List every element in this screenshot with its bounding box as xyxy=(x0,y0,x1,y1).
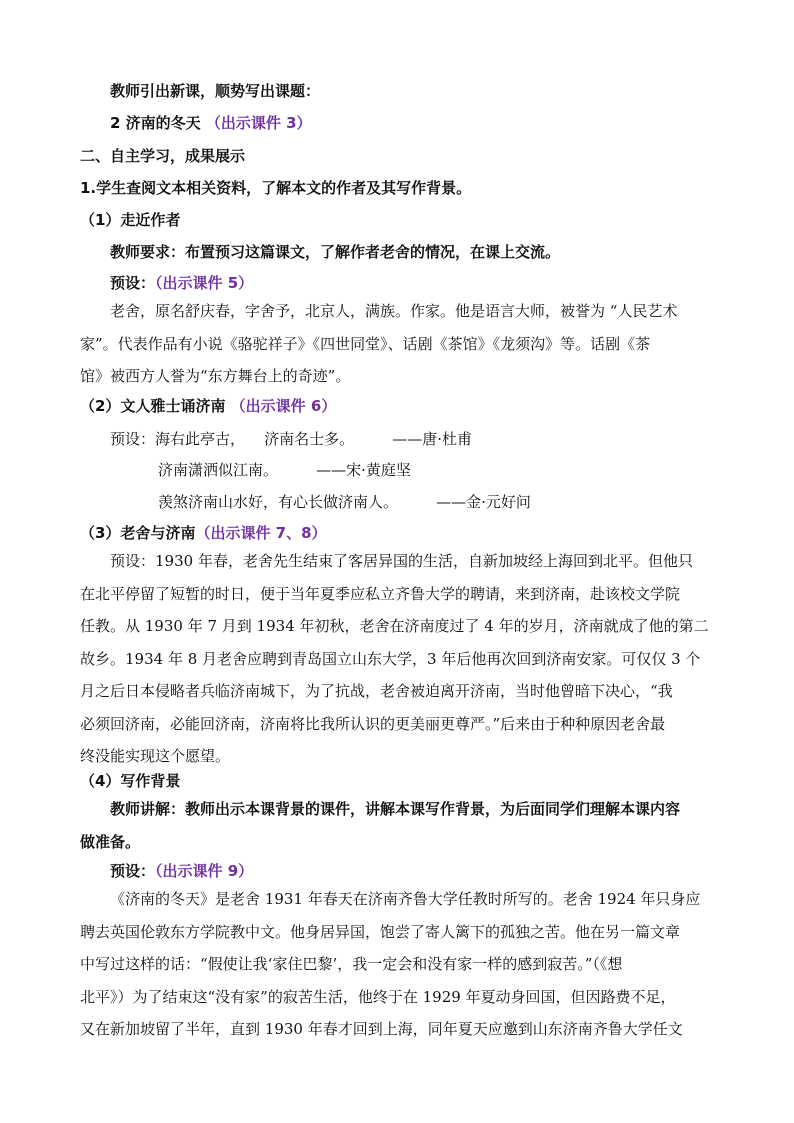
preset-label: 预设： xyxy=(110,274,156,292)
lesson-title: 2 济南的冬天 xyxy=(110,114,206,132)
author-paragraph xyxy=(80,295,716,393)
preset-line-9 xyxy=(110,860,253,881)
teacher-requirement: 教师要求：布置预习这篇课文，了解作者老舍的情况，在课上交流。 xyxy=(110,243,561,261)
paragraph-line: 中写过这样的话：“假使让我‘家住巴黎’，我一定会和没有家一样的感到寂苦。”（《想 xyxy=(80,955,623,973)
paragraph-line: 任教。从 1930 年 7 月到 1934 年初秋，老舍在济南度过了 4 年的岁月，济南就成了他的第二 xyxy=(80,617,709,635)
paragraph-line: 做准备。 xyxy=(80,832,141,851)
paragraph-line: 又在新加坡留了半年，直到 1930 年春才回到上海，同年夏天应邀到山东济南齐鲁大学任文 xyxy=(80,1020,683,1038)
paragraph-line: 终没能实现这个愿望。 xyxy=(80,747,231,765)
paragraph-line: 北平》）为了结束这“没有家”的寂苦生活，他终于在 1929 年夏动身回国，但因路费不足， xyxy=(80,987,676,1006)
slide-ref-7-8: （出示课件 7、8） xyxy=(195,524,327,542)
subheading-poems: （2）文人雅士诵济南 xyxy=(80,397,231,415)
poem-line-3: 羡煞济南山水好，有心长做济南人。 ——金·元好问 xyxy=(158,493,531,511)
teacher-explanation xyxy=(80,793,716,858)
subheading-background: （4）写作背景 xyxy=(80,772,181,790)
slide-ref-5: （出示课件 5） xyxy=(155,274,254,292)
section-heading-2: 二、自主学习，成果展示 xyxy=(80,147,246,165)
subheading-laoshe-line xyxy=(80,522,327,543)
poem-line-1: 预设：海右此亭古， 济南名士多。 ——唐·杜甫 xyxy=(110,430,472,448)
subheading-poems-line xyxy=(80,395,336,416)
paragraph-line: 教师讲解：教师出示本课背景的课件，讲解本课写作背景，为后面同学们理解本课内容 xyxy=(110,800,681,818)
lesson-title-line xyxy=(110,112,312,133)
paragraph-line: 聘去英国伦敦东方学院教中文。他身居异国，饱尝了寄人篱下的孤独之苦。他在另一篇文章 xyxy=(80,922,681,941)
paragraph-line: 必须回济南，必能回济南，济南将比我所认识的更美丽更尊严。”后来由于种种原因老舍最 xyxy=(80,714,666,733)
slide-ref-6: （出示课件 6） xyxy=(230,397,337,415)
subheading-laoshe: （3）老舍与济南 xyxy=(80,524,196,542)
paragraph-line: 在北平停留了短暂的时日，便于当年夏季应私立齐鲁大学的聘请，来到济南，赴该校文学院 xyxy=(80,584,681,603)
intro-line: 教师引出新课，顺势写出课题： xyxy=(110,82,321,100)
paragraph-line: 《济南的冬天》是老舍 1931 年春天在济南齐鲁大学任教时所写的。老舍 1924 年只身应 xyxy=(110,890,701,908)
slide-ref-3: （出示课件 3） xyxy=(205,114,312,132)
paragraph-line: 月之后日本侵略者兵临济南城下，为了抗战，老舍被迫离开济南，当时他曾暗下决心，“我 xyxy=(80,682,673,700)
paragraph-line: 老舍，原名舒庆春，字舍予，北京人，满族。作家。他是语言大师，被誉为 “人民艺术 xyxy=(110,302,678,320)
preset-label: 预设： xyxy=(110,862,156,880)
paragraph-line: 故乡。1934 年 8 月老舍应聘到青岛国立山东大学，3 年后他再次回到济南安家。可仅仅 3 个 xyxy=(80,649,701,668)
poem-line-2: 济南潇洒似江南。 ——宋·黄庭坚 xyxy=(158,461,411,479)
laoshe-paragraph xyxy=(80,545,716,773)
task-1: 1.学生查阅文本相关资料，了解本文的作者及其写作背景。 xyxy=(80,179,472,197)
slide-ref-9: （出示课件 9） xyxy=(155,862,254,880)
subheading-author: （1）走近作者 xyxy=(80,211,181,229)
paragraph-line: 预设：1930 年春，老舍先生结束了客居异国的生活，自新加坡经上海回到北平。但他只 xyxy=(110,552,693,570)
paragraph-line: 馆》被西方人誉为“东方舞台上的奇迹”。 xyxy=(80,367,351,385)
background-paragraph xyxy=(80,883,716,1046)
paragraph-line: 家”。代表作品有小说《骆驼祥子》《四世同堂》、话剧《茶馆》《龙须沟》等。话剧《茶 xyxy=(80,334,651,353)
preset-line-5 xyxy=(110,272,253,293)
